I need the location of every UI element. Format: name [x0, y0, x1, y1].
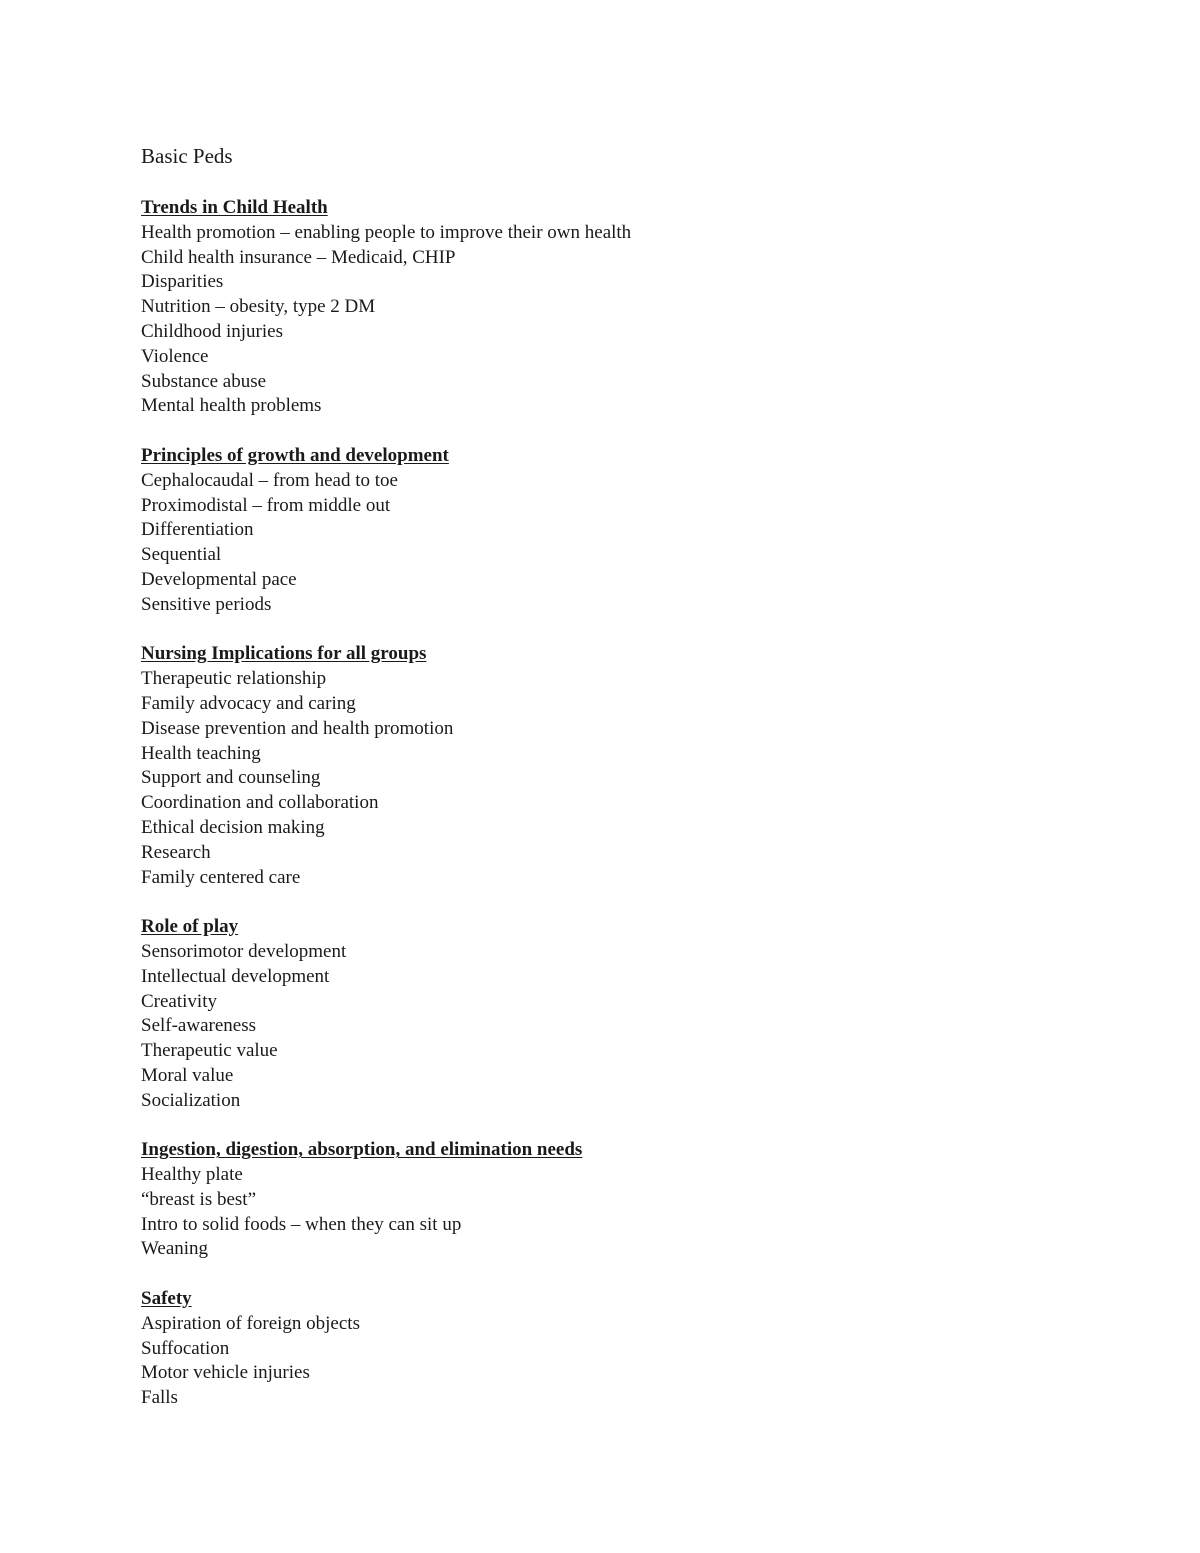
- list-item: Therapeutic value: [141, 1040, 278, 1062]
- list-item: Disparities: [141, 271, 224, 293]
- document-title: Basic Peds: [141, 144, 233, 168]
- list-item: Family centered care: [141, 866, 301, 888]
- list-item: Socialization: [141, 1089, 241, 1111]
- section-heading: Nursing Implications for all groups: [141, 643, 427, 665]
- list-item: Child health insurance – Medicaid, CHIP: [141, 246, 456, 268]
- section-ingestion-needs: [141, 1138, 1081, 1262]
- list-item: Therapeutic relationship: [141, 668, 327, 690]
- list-item: Ethical decision making: [141, 816, 325, 838]
- list-item: Suffocation: [141, 1337, 230, 1359]
- list-item: Creativity: [141, 990, 217, 1012]
- list-item: “breast is best”: [141, 1188, 257, 1210]
- section-heading: Role of play: [141, 916, 239, 938]
- list-item: Mental health problems: [141, 395, 322, 417]
- section-safety: [141, 1287, 1081, 1411]
- document-page: [141, 143, 1081, 1436]
- section-heading: Principles of growth and development: [141, 444, 449, 466]
- list-item: Research: [141, 841, 211, 863]
- list-item: Coordination and collaboration: [141, 792, 379, 814]
- section-heading: Ingestion, digestion, absorption, and elimination needs: [141, 1139, 583, 1161]
- list-item: Intro to solid foods – when they can sit up: [141, 1213, 462, 1235]
- section-trends: [141, 196, 1081, 419]
- list-item: Nutrition – obesity, type 2 DM: [141, 296, 376, 318]
- section-list: [141, 1312, 1081, 1411]
- section-heading: Trends in Child Health: [141, 197, 328, 218]
- section-nursing-implications: [141, 642, 1081, 890]
- list-item: Developmental pace: [141, 568, 297, 590]
- section-list: [141, 940, 1081, 1114]
- list-item: Sensitive periods: [141, 593, 272, 615]
- list-item: Sensorimotor development: [141, 940, 347, 962]
- list-item: Family advocacy and caring: [141, 692, 356, 714]
- list-item: Cephalocaudal – from head to toe: [141, 469, 398, 491]
- section-list: [141, 221, 1081, 419]
- list-item: Support and counseling: [141, 767, 321, 789]
- list-item: Aspiration of foreign objects: [141, 1312, 360, 1334]
- list-item: Falls: [141, 1387, 178, 1409]
- list-item: Self-awareness: [141, 1015, 257, 1037]
- list-item: Violence: [141, 345, 209, 367]
- list-item: Healthy plate: [141, 1164, 243, 1186]
- list-item: Proximodistal – from middle out: [141, 494, 391, 516]
- list-item: Substance abuse: [141, 370, 267, 392]
- list-item: Health promotion – enabling people to improve their own health: [141, 221, 632, 243]
- section-list: [141, 469, 1081, 618]
- section-heading: Safety: [141, 1288, 192, 1310]
- list-item: Intellectual development: [141, 965, 330, 987]
- list-item: Differentiation: [141, 519, 254, 541]
- section-growth-development: [141, 444, 1081, 618]
- list-item: Moral value: [141, 1064, 234, 1086]
- section-list: [141, 667, 1081, 890]
- list-item: Motor vehicle injuries: [141, 1362, 310, 1384]
- section-role-of-play: [141, 915, 1081, 1113]
- list-item: Weaning: [141, 1238, 209, 1260]
- list-item: Sequential: [141, 544, 222, 566]
- list-item: Disease prevention and health promotion: [141, 717, 454, 739]
- list-item: Childhood injuries: [141, 320, 283, 342]
- section-list: [141, 1163, 1081, 1262]
- list-item: Health teaching: [141, 742, 261, 764]
